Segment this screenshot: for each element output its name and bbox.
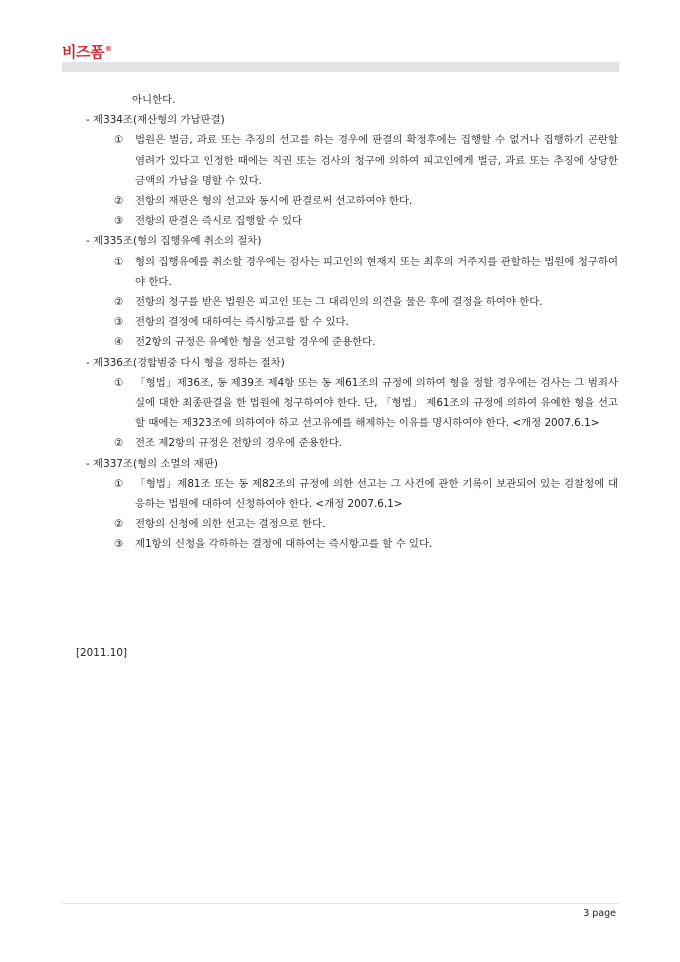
clause-text: 형의 집행유예를 취소할 경우에는 검사는 피고인의 현재지 또는 최후의 거주지를 관할하는 법원에 청구하여야 한다. bbox=[135, 255, 618, 288]
clause-number: ② bbox=[114, 518, 124, 531]
document-body bbox=[62, 90, 618, 555]
clause-number: ④ bbox=[114, 336, 124, 349]
logo-text: 비즈폼 bbox=[62, 43, 104, 61]
article-title: - 제334조(재산형의 가납판결) bbox=[86, 114, 225, 127]
article-title: - 제335조(형의 집행유예 취소의 절차) bbox=[86, 235, 262, 248]
clause bbox=[62, 211, 618, 231]
registered-mark: ® bbox=[104, 45, 112, 53]
clause-text: 「형법」제81조 또는 동 제82조의 규정에 의한 선고는 그 사건에 관한 기록이 보관되어 있는 검찰청에 대응하는 법원에 대하여 신청하여야 한다. <개정 2007.6.1> bbox=[135, 477, 618, 511]
clause-number: ① bbox=[114, 255, 124, 268]
clause bbox=[62, 373, 618, 434]
clause-number: ③ bbox=[114, 316, 124, 329]
revision-date: [2011.10] bbox=[76, 647, 128, 659]
clause-number: ② bbox=[114, 195, 124, 208]
bizforms-logo bbox=[62, 41, 111, 62]
clause-text: 전2항의 규정은 유예한 형을 선고할 경우에 준용한다. bbox=[135, 336, 376, 349]
clause bbox=[62, 292, 618, 312]
clause-text: 제1항의 신청을 각하하는 결정에 대하여는 즉시항고를 할 수 있다. bbox=[135, 538, 433, 551]
footer-divider bbox=[62, 903, 619, 904]
clause-number: ② bbox=[114, 437, 124, 450]
clause-text: 전항의 결정에 대하여는 즉시항고를 할 수 있다. bbox=[135, 316, 349, 329]
clause-text: 전항의 신청에 의한 선고는 결정으로 한다. bbox=[135, 518, 326, 531]
clause-number: ③ bbox=[114, 215, 124, 228]
clause-number: ② bbox=[114, 296, 124, 309]
clause-number: ① bbox=[114, 477, 124, 490]
clause bbox=[62, 534, 618, 554]
clause bbox=[62, 433, 618, 453]
clause-number: ① bbox=[114, 134, 124, 147]
clause bbox=[62, 474, 618, 514]
clause bbox=[62, 332, 618, 352]
clause bbox=[62, 252, 618, 292]
clause-text: 전항의 판결은 즉시로 집행할 수 있다 bbox=[135, 215, 303, 228]
header-bar bbox=[62, 62, 619, 72]
clause bbox=[62, 312, 618, 332]
clause bbox=[62, 191, 618, 211]
clause-number: ③ bbox=[114, 538, 124, 551]
clause-text: 법원은 벌금, 과료 또는 추징의 선고를 하는 경우에 판결의 확정후에는 집행할 수 없거나 집행하기 곤란할 염려가 있다고 인정한 때에는 직권 또는 검사의 청구에 의하여 피고인에게 벌금, 과료 또는 추징에 상당한 금액의 가납을 명할 수 있다. bbox=[135, 134, 618, 187]
article-title: - 제337조(형의 소멸의 재판) bbox=[86, 457, 218, 470]
article-title: - 제336조(경합범중 다시 형을 정하는 절차) bbox=[86, 356, 285, 369]
clause-text: 전항의 청구를 받은 법원은 피고인 또는 그 대리인의 의견을 물은 후에 결정을 하여야 한다. bbox=[135, 296, 543, 309]
clause-number: ① bbox=[114, 376, 124, 389]
clause-text: 전항의 재판은 형의 선고와 동시에 판결로써 선고하여야 한다. bbox=[135, 195, 413, 208]
page-number: 3 page bbox=[583, 908, 616, 919]
clause-text: 전조 제2항의 규정은 전항의 경우에 준용한다. bbox=[135, 437, 343, 450]
clause bbox=[62, 514, 618, 534]
continuation-line: 아니한다. bbox=[132, 94, 176, 106]
clause-text: 「형법」제36조, 동 제39조 제4항 또는 동 제61조의 규정에 의하여 형을 정할 경우에는 검사는 그 범죄사실에 대한 최종판결을 한 법원에 청구하여야 한다. 단, 「형법」 제61조의 규정에 의하여 유예한 형을 선고할 때에는 제323조에 의하여야 하고 선고유예를 해제하는 이유를 명시하여야 한다. <개정 2007.6.1> bbox=[135, 376, 618, 430]
clause bbox=[62, 130, 618, 191]
